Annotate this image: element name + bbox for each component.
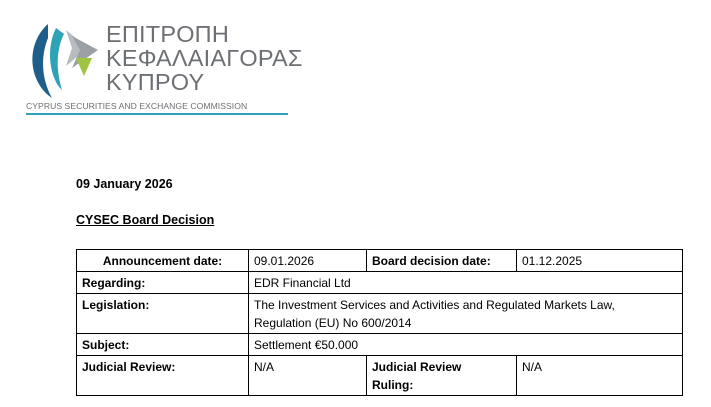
english-name: CYPRUS SECURITIES AND EXCHANGE COMMISSION <box>26 101 248 111</box>
legislation-label: Legislation: <box>77 294 249 334</box>
greek-title-line-3: ΚΥΠΡΟΥ <box>106 69 205 95</box>
announcement-date-label: Announcement date: <box>77 250 249 272</box>
greek-title-line-1: ΕΠΙΤΡΟΠΗ <box>106 21 230 47</box>
board-decision-date-label: Board decision date: <box>367 250 517 272</box>
decision-table <box>76 249 683 396</box>
judicial-review-ruling-label-line: Ruling: <box>372 378 414 392</box>
document-date: 09 January 2026 <box>76 177 173 191</box>
greek-title <box>106 22 303 94</box>
table-row <box>77 272 683 294</box>
table-row <box>77 334 683 356</box>
table-row <box>77 356 683 396</box>
regarding-value: EDR Financial Ltd <box>249 272 683 294</box>
judicial-review-ruling-label <box>367 356 517 396</box>
regarding-label: Regarding: <box>77 272 249 294</box>
legislation-value <box>249 294 683 334</box>
judicial-review-label: Judicial Review: <box>77 356 249 396</box>
table-row <box>77 294 683 334</box>
judicial-review-value: N/A <box>249 356 367 396</box>
judicial-review-ruling-value: N/A <box>517 356 683 396</box>
legislation-line: Regulation (EU) No 600/2014 <box>254 316 412 330</box>
judicial-review-ruling-label-line: Judicial Review <box>372 360 462 374</box>
legislation-line: The Investment Services and Activities and Regulated Markets Law, <box>254 298 615 312</box>
announcement-date-value: 09.01.2026 <box>249 250 367 272</box>
cysec-logo-icon <box>26 18 104 100</box>
table-row <box>77 250 683 272</box>
header <box>26 18 303 118</box>
subject-value: Settlement €50.000 <box>249 334 683 356</box>
board-decision-date-value: 01.12.2025 <box>517 250 683 272</box>
greek-title-line-2: ΚΕΦΑΛΑΙΑΓΟΡΑΣ <box>106 45 303 71</box>
subject-label: Subject: <box>77 334 249 356</box>
document-heading: CYSEC Board Decision <box>76 213 215 227</box>
header-rule <box>26 113 288 115</box>
